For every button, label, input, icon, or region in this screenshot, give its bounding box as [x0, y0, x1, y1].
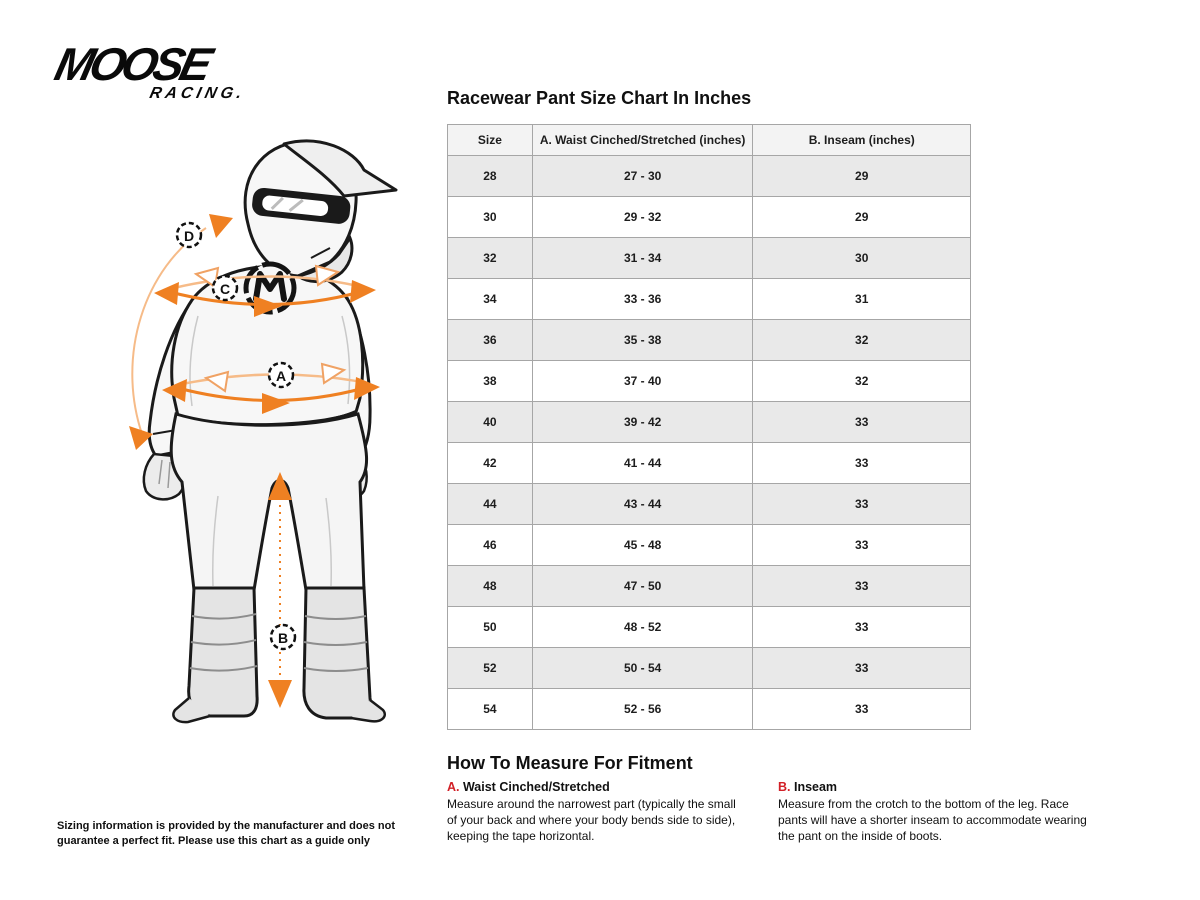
size-chart-table: [447, 124, 971, 730]
inseam-cell: 29: [753, 197, 971, 238]
column-header-waist: A. Waist Cinched/Stretched (inches): [532, 125, 753, 156]
inseam-cell: 33: [753, 689, 971, 730]
marker-waist: [269, 363, 293, 387]
measure-heading-inseam: [778, 780, 1088, 794]
size-cell: 50: [448, 607, 533, 648]
column-header-inseam: B. Inseam (inches): [753, 125, 971, 156]
waist-cell: 48 - 52: [532, 607, 753, 648]
size-cell: 32: [448, 238, 533, 279]
measure-text-waist: Measure around the narrowest part (typically the small of your back and where your body bends side to side), keeping the tape horizontal.: [447, 797, 736, 843]
table-row: [448, 648, 971, 689]
table-row: [448, 484, 971, 525]
svg-text:A: A: [275, 368, 287, 384]
table-row: [448, 320, 971, 361]
waist-cell: 37 - 40: [532, 361, 753, 402]
marker-chest: [213, 276, 237, 300]
inseam-cell: 30: [753, 238, 971, 279]
size-cell: 38: [448, 361, 533, 402]
size-cell: 30: [448, 197, 533, 238]
table-row: [448, 197, 971, 238]
inseam-cell: 29: [753, 156, 971, 197]
marker-sleeve: [177, 223, 201, 247]
waist-cell: 33 - 36: [532, 279, 753, 320]
measure-section-inseam: [778, 780, 1088, 844]
marker-inseam: [271, 625, 295, 649]
waist-cell: 52 - 56: [532, 689, 753, 730]
table-row: [448, 443, 971, 484]
inseam-cell: 33: [753, 566, 971, 607]
how-to-measure-title: How To Measure For Fitment: [447, 753, 693, 773]
logo-word-racing: RACING.: [147, 85, 248, 103]
waist-cell: 31 - 34: [532, 238, 753, 279]
sizing-disclaimer: Sizing information is provided by the manufacturer and does not guarantee a perfect fit. Please use this chart as a guide only: [57, 820, 395, 848]
measure-text-inseam: Measure from the crotch to the bottom of the leg. Race pants will have a shorter inseam to accommodate wearing the pant on the inside of boots.: [778, 797, 1087, 843]
size-cell: 46: [448, 525, 533, 566]
waist-cell: 39 - 42: [532, 402, 753, 443]
inseam-cell: 31: [753, 279, 971, 320]
table-row: [448, 156, 971, 197]
inseam-cell: 32: [753, 361, 971, 402]
rider-illustration-svg: [58, 116, 430, 744]
inseam-cell: 33: [753, 525, 971, 566]
waist-cell: 35 - 38: [532, 320, 753, 361]
measure-letter-b: B.: [778, 780, 791, 794]
moose-racing-logo: [47, 38, 261, 103]
table-row: [448, 525, 971, 566]
table-row: [448, 689, 971, 730]
size-table-header: [448, 125, 971, 156]
size-cell: 52: [448, 648, 533, 689]
logo-word-moose: MOOSE: [50, 38, 214, 90]
size-cell: 48: [448, 566, 533, 607]
waist-cell: 45 - 48: [532, 525, 753, 566]
size-cell: 36: [448, 320, 533, 361]
measure-label-waist: Waist Cinched/Stretched: [459, 780, 610, 794]
rider-illustration: [58, 116, 430, 744]
table-row: [448, 607, 971, 648]
table-row: [448, 566, 971, 607]
waist-cell: 29 - 32: [532, 197, 753, 238]
svg-text:D: D: [183, 228, 195, 244]
waist-cell: 41 - 44: [532, 443, 753, 484]
waist-cell: 47 - 50: [532, 566, 753, 607]
inseam-cell: 32: [753, 320, 971, 361]
measure-heading-waist: [447, 780, 749, 794]
size-cell: 40: [448, 402, 533, 443]
inseam-cell: 33: [753, 443, 971, 484]
size-table-body: [448, 156, 971, 730]
measure-label-inseam: Inseam: [790, 780, 838, 794]
svg-text:C: C: [219, 281, 231, 297]
header-row: [448, 125, 971, 156]
waist-cell: 43 - 44: [532, 484, 753, 525]
table-row: [448, 238, 971, 279]
waist-cell: 27 - 30: [532, 156, 753, 197]
svg-text:B: B: [277, 630, 289, 646]
table-row: [448, 402, 971, 443]
measure-section-waist: [447, 780, 749, 844]
size-chart-title: Racewear Pant Size Chart In Inches: [447, 88, 752, 108]
inseam-cell: 33: [753, 402, 971, 443]
inseam-cell: 33: [753, 607, 971, 648]
rider-helmet: [245, 141, 396, 282]
inseam-measure-line: [268, 472, 292, 708]
table-row: [448, 361, 971, 402]
measure-letter-a: A.: [447, 780, 460, 794]
waist-cell: 50 - 54: [532, 648, 753, 689]
size-cell: 54: [448, 689, 533, 730]
size-cell: 28: [448, 156, 533, 197]
inseam-cell: 33: [753, 648, 971, 689]
column-header-size: Size: [448, 125, 533, 156]
rider-pants: [171, 414, 366, 590]
table-row: [448, 279, 971, 320]
size-cell: 42: [448, 443, 533, 484]
inseam-cell: 33: [753, 484, 971, 525]
size-cell: 34: [448, 279, 533, 320]
size-cell: 44: [448, 484, 533, 525]
